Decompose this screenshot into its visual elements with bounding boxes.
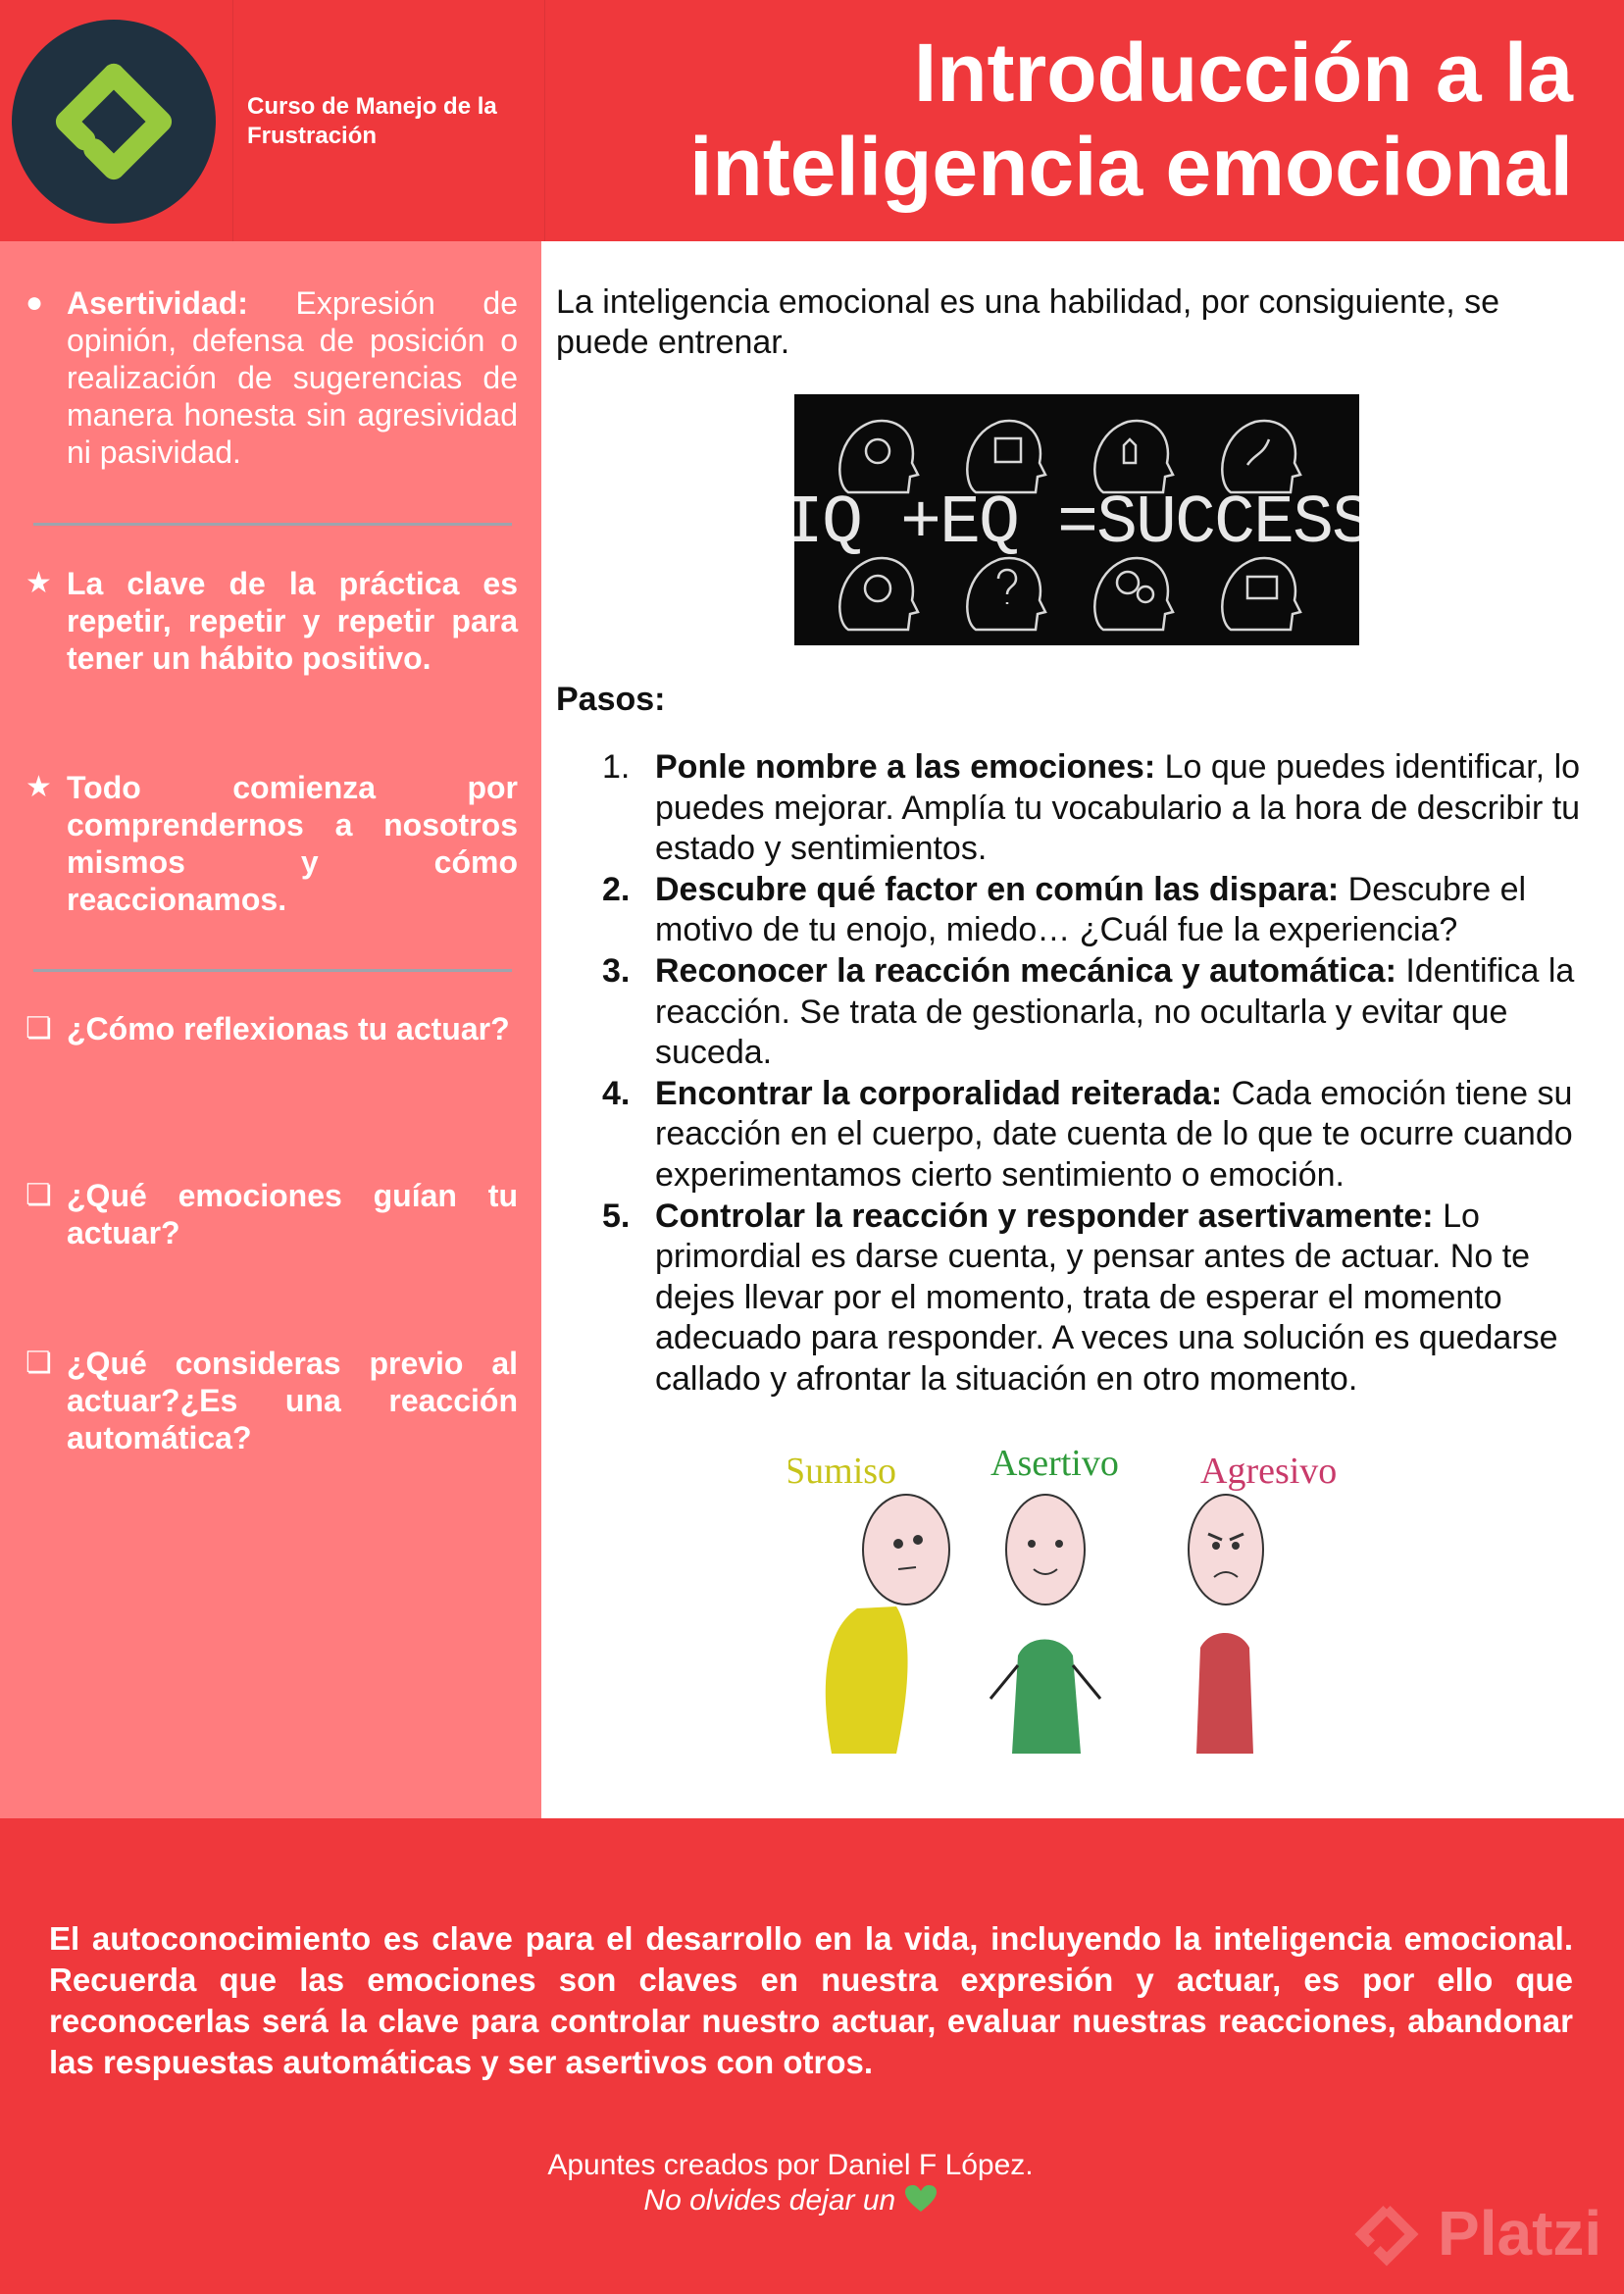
credit-text: Apuntes creados por Daniel F López. xyxy=(547,2149,1034,2181)
assertiveness-cartoon-image xyxy=(788,1442,1363,1754)
page-title xyxy=(592,25,1573,214)
course-name: Curso de Manejo de la Frustración xyxy=(247,93,497,149)
step-text: Cada emoción tiene su reacción en el cuerpo, date cuenta de lo que te ocurre cuando experimentamos cierto sentimiento o emoción. xyxy=(655,1074,1573,1194)
star-icon: ★ xyxy=(25,567,52,599)
step-title: Descubre qué factor en común las dispara: xyxy=(655,870,1340,908)
steps-list xyxy=(598,747,1599,1401)
step-title: Controlar la reacción y responder asertivamente: xyxy=(655,1197,1434,1235)
step-title: Encontrar la corporalidad reiterada: xyxy=(655,1074,1223,1112)
star-icon: ★ xyxy=(25,771,52,803)
green-heart-icon xyxy=(904,2184,938,2214)
platzi-logo-icon xyxy=(12,20,216,224)
equation-text: IQ +EQ =SUCCESS xyxy=(794,485,1359,563)
divider xyxy=(33,523,512,526)
divider xyxy=(33,969,512,972)
steps-heading: Pasos: xyxy=(556,681,666,718)
question-item xyxy=(25,1345,518,1456)
star-point-text: La clave de la práctica es repetir, repetir y repetir para tener un hábito positivo. xyxy=(67,566,518,676)
header-divider xyxy=(544,0,545,241)
step-item xyxy=(598,870,1599,951)
iq-eq-success-image xyxy=(794,394,1359,645)
cartoon-label-asertivo: Asertivo xyxy=(990,1443,1119,1484)
agresivo-figure xyxy=(1189,1495,1263,1754)
step-text: Lo que puedes identificar, lo puedes mejorar. Amplía tu vocabulario a la hora de describir tu estado y sentimientos. xyxy=(655,748,1581,868)
star-point xyxy=(25,769,518,918)
question-item xyxy=(25,1177,518,1251)
step-text: Lo primordial es darse cuenta, y pensar antes de actuar. No te dejes llevar por el momento, trata de esperar el momento adecuado para responder. A veces una solución es quedarse callado y afrontar la situación en otro momento. xyxy=(655,1197,1558,1398)
step-number: 5. xyxy=(602,1197,631,1235)
assertividad-text: Expresión de opinión, defensa de posición o realización de sugerencias de manera honesta sin agresividad ni pasividad. xyxy=(67,285,519,470)
question-text: ¿Cómo reflexionas tu actuar? xyxy=(67,1011,510,1046)
question-item xyxy=(25,1010,518,1047)
step-text: Identifica la reacción. Se trata de gestionarla, no ocultarla y evitar que suceda. xyxy=(655,951,1575,1072)
assertividad-label: Asertividad: xyxy=(67,285,248,321)
cartoon-label-sumiso: Sumiso xyxy=(788,1451,897,1492)
checkbox-icon: ❏ xyxy=(25,1179,52,1211)
checkbox-icon: ❏ xyxy=(25,1347,52,1379)
cartoon-label-agresivo: Agresivo xyxy=(1200,1451,1338,1492)
question-text: ¿Qué emociones guían tu actuar? xyxy=(67,1178,518,1250)
step-number: 4. xyxy=(602,1074,631,1112)
checkbox-icon: ❏ xyxy=(25,1012,52,1045)
question-text: ¿Qué consideras previo al actuar?¿Es una reacción automática? xyxy=(67,1346,518,1455)
title-line-2: inteligencia emocional xyxy=(689,121,1573,213)
step-item xyxy=(598,1197,1599,1401)
step-item xyxy=(598,747,1599,870)
platzi-watermark-text: Platzi xyxy=(1438,2198,1602,2269)
header xyxy=(0,0,1624,241)
step-item xyxy=(598,951,1599,1074)
step-title: Ponle nombre a las emociones: xyxy=(655,748,1156,786)
step-title: Reconocer la reacción mecánica y automática: xyxy=(655,951,1396,990)
step-text: Descubre el motivo de tu enojo, miedo… ¿Cuál fue la experiencia? xyxy=(655,870,1527,949)
sumiso-figure xyxy=(826,1495,949,1754)
assertividad-definition xyxy=(25,284,519,471)
step-number: 3. xyxy=(602,951,631,990)
intro-text: La inteligencia emocional es una habilidad, por consiguiente, se puede entrenar. xyxy=(556,283,1500,361)
star-point-text: Todo comienza por comprendernos a nosotros mismos y cómo reaccionamos. xyxy=(67,770,518,917)
header-divider xyxy=(232,0,233,241)
dot-bullet: ● xyxy=(25,286,44,319)
conclusion-text: El autoconocimiento es clave para el desarrollo en la vida, incluyendo la inteligencia emocional. Recuerda que las emociones son claves en nuestra expresión y actuar, es por ello que reconocerlas será la clave para controlar nuestro actuar, evaluar nuestras reacciones, abandonar las respuestas automáticas y ser asertivos con otros. xyxy=(49,1920,1573,2080)
step-item xyxy=(598,1074,1599,1197)
reminder-text: No olvides dejar un xyxy=(643,2184,896,2217)
step-number: 1. xyxy=(602,748,631,786)
asertivo-figure xyxy=(990,1495,1100,1754)
star-point xyxy=(25,565,518,677)
step-number: 2. xyxy=(602,870,631,908)
title-line-1: Introducción a la xyxy=(913,26,1573,119)
